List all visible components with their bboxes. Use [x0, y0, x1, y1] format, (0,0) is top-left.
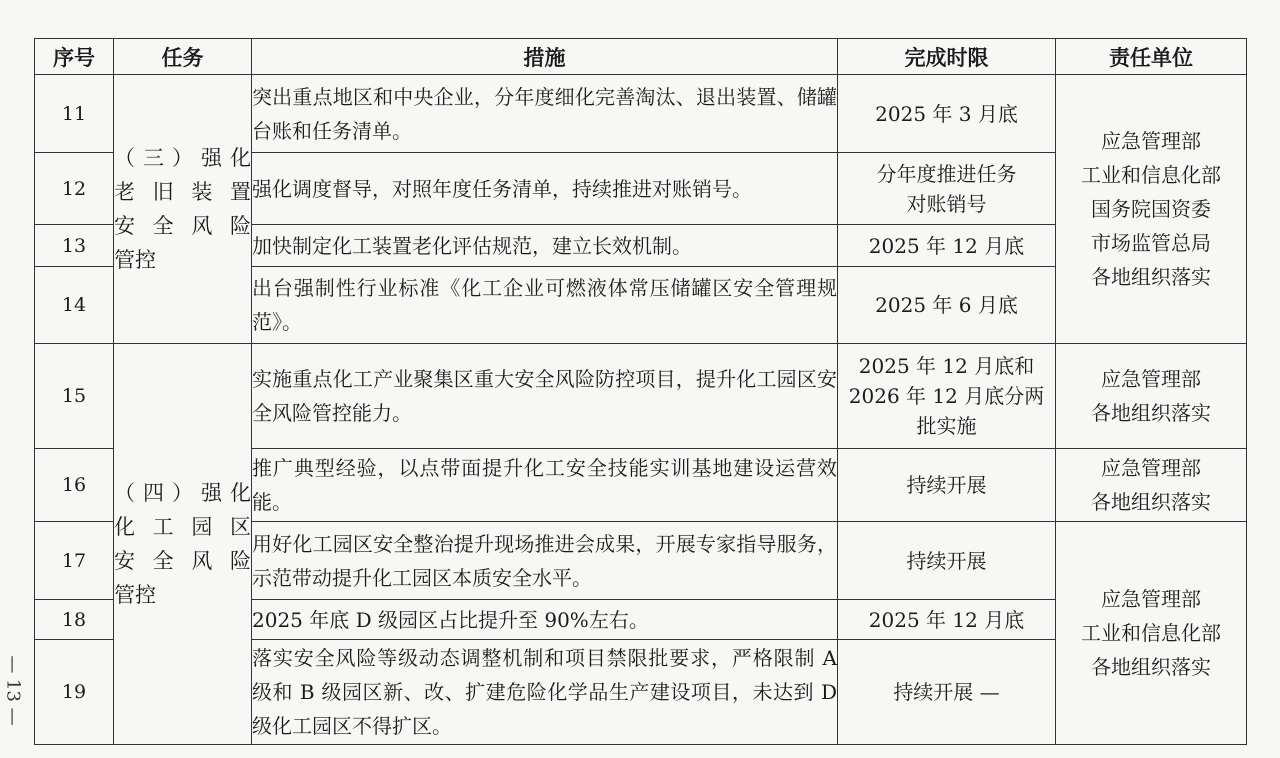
measure-cell: 实施重点化工产业聚集区重大安全风险防控项目，提升化工园区安全风险管控能力。: [252, 344, 838, 449]
header-no: 序号: [35, 39, 114, 75]
row-number: 17: [35, 522, 114, 600]
measure-cell: 推广典型经验，以点带面提升化工安全技能实训基地建设运营效能。: [252, 449, 838, 522]
page-number: [0, 630, 26, 750]
deadline-line: 2026 年 12 月底分两: [848, 384, 1045, 408]
unit-line: 各地组织落实: [1091, 655, 1211, 679]
deadline-cell: 持续开展: [838, 522, 1056, 600]
unit-line: 应急管理部: [1101, 587, 1201, 611]
task-line: （四）强化: [114, 481, 251, 505]
unit-line: 工业和信息化部: [1081, 621, 1221, 645]
deadline-cell: 2025 年 12 月底: [838, 225, 1056, 267]
measure-cell: 加快制定化工装置老化评估规范，建立长效机制。: [252, 225, 838, 267]
row-number: 18: [35, 600, 114, 640]
measure-cell: 2025 年底 D 级园区占比提升至 90%左右。: [252, 600, 838, 640]
header-task: 任务: [114, 39, 252, 75]
unit-line: 各地组织落实: [1091, 265, 1211, 289]
task-line: 化工园区: [114, 515, 251, 539]
unit-line: 应急管理部: [1101, 367, 1201, 391]
unit-cell: [1056, 449, 1247, 522]
header-unit: 责任单位: [1056, 39, 1247, 75]
task-cell: [114, 75, 252, 344]
unit-line: 应急管理部: [1101, 129, 1201, 153]
unit-cell: [1056, 75, 1247, 344]
deadline-cell: [838, 153, 1056, 225]
deadline-cell: 2025 年 3 月底: [838, 75, 1056, 153]
row-number: 11: [35, 75, 114, 153]
measure-cell: 用好化工园区安全整治提升现场推进会成果，开展专家指导服务，示范带动提升化工园区本质安全水平。: [252, 522, 838, 600]
task-line: （三）强化: [114, 146, 251, 170]
task-cell: [114, 344, 252, 745]
row-number: 16: [35, 449, 114, 522]
header-deadline: 完成时限: [838, 39, 1056, 75]
deadline-cell: 持续开展 —: [838, 640, 1056, 745]
header-row: [35, 39, 1247, 75]
unit-line: 工业和信息化部: [1081, 163, 1221, 187]
unit-line: 市场监管总局: [1091, 231, 1211, 255]
measure-cell: 出台强制性行业标准《化工企业可燃液体常压储罐区安全管理规范》。: [252, 267, 838, 344]
task-line: 安全风险: [114, 214, 251, 238]
table-row: [35, 344, 1247, 449]
measures-table: [34, 38, 1247, 745]
row-number: 12: [35, 153, 114, 225]
unit-line: 各地组织落实: [1091, 401, 1211, 425]
page-number-text: — 13 —: [2, 654, 24, 726]
deadline-cell: [838, 344, 1056, 449]
deadline-cell: 2025 年 6 月底: [838, 267, 1056, 344]
deadline-line: 对账销号: [906, 191, 987, 216]
unit-line: 各地组织落实: [1091, 490, 1211, 514]
unit-cell: [1056, 522, 1247, 745]
deadline-line: 2025 年 12 月底和: [858, 354, 1035, 378]
row-number: 15: [35, 344, 114, 449]
deadline-cell: 2025 年 12 月底: [838, 600, 1056, 640]
row-number: 14: [35, 267, 114, 344]
header-measure: 措施: [252, 39, 838, 75]
measure-cell: 突出重点地区和中央企业，分年度细化完善淘汰、退出装置、储罐台账和任务清单。: [252, 75, 838, 153]
unit-line: 国务院国资委: [1091, 197, 1211, 221]
deadline-cell: 持续开展: [838, 449, 1056, 522]
deadline-line: 批实施: [916, 414, 977, 438]
row-number: 13: [35, 225, 114, 267]
unit-cell: [1056, 344, 1247, 449]
deadline-line: 分年度推进任务: [876, 161, 1017, 186]
task-line: 管控: [114, 248, 156, 272]
measure-cell: 强化调度督导，对照年度任务清单，持续推进对账销号。: [252, 153, 838, 225]
task-line: 老旧装置: [114, 180, 251, 204]
task-line: 安全风险: [114, 549, 251, 573]
measure-cell: 落实安全风险等级动态调整机制和项目禁限批要求，严格限制 A 级和 B 级园区新、改、扩建危险化学品生产建设项目，未达到 D 级化工园区不得扩区。: [252, 640, 838, 745]
task-line: 管控: [114, 583, 156, 607]
row-number: 19: [35, 640, 114, 745]
unit-line: 应急管理部: [1101, 456, 1201, 480]
table-row: [35, 75, 1247, 153]
